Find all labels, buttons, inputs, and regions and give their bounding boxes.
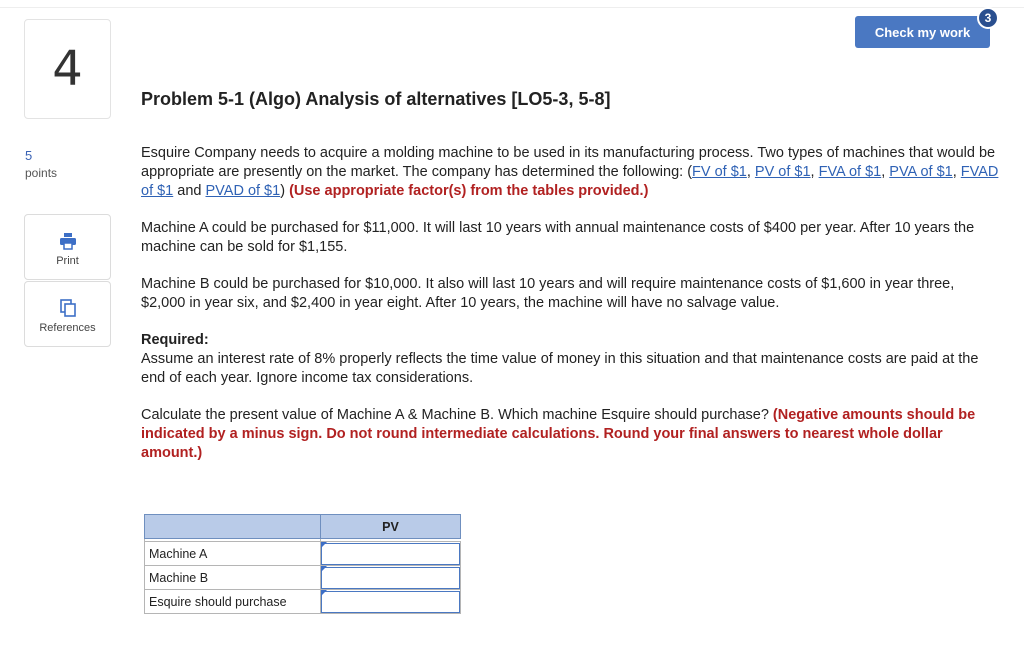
- print-label: Print: [56, 255, 79, 267]
- references-label: References: [39, 322, 96, 334]
- table-row: [145, 542, 461, 566]
- calc-paragraph: Calculate the present value of Machine A & Machine B. Which machine Esquire should purchase? (Negative amounts should be indicated by a minus sign. Do not round intermediate calculations. Round your final answers to nearest whole dollar amount.): [141, 407, 976, 461]
- input-flag-icon: [321, 566, 327, 572]
- input-flag-icon: [321, 542, 327, 548]
- input-flag-icon: [321, 590, 327, 596]
- references-button[interactable]: [24, 281, 111, 347]
- copy-pages-icon: [58, 298, 78, 318]
- top-divider: [0, 7, 1024, 8]
- check-count-badge: 3: [977, 7, 999, 29]
- problem-title: Problem 5-1 (Algo) Analysis of alternatives [LO5-3, 5-8]: [141, 89, 611, 109]
- table-row: [145, 590, 461, 614]
- instruction-note: (Use appropriate factor(s) from the tables provided.): [289, 183, 649, 199]
- machine-a-pv-input[interactable]: [321, 543, 460, 565]
- row-label-machine-b: Machine B: [145, 566, 321, 590]
- machine-a-paragraph: Machine A could be purchased for $11,000. It will last 10 years with annual maintenance costs of $400 per year. After 10 years the machine can be sold for $1,155.: [141, 220, 975, 255]
- rounding-instruction: (Negative amounts should be indicated by a minus sign. Do not round intermediate calculations. Round your final answers to nearest whole dollar amount.): [141, 407, 976, 461]
- answer-table: [144, 514, 461, 614]
- link-fv[interactable]: FV of $1: [692, 164, 747, 180]
- table-row: [145, 566, 461, 590]
- intro-paragraph: Esquire Company needs to acquire a molding machine to be used in its manufacturing process. Two types of machines that would be appropriate are presently on the market. The company has determined the following: (FV of $1, PV of $1, FVA of $1, PVA of $1, FVAD of $1 and PVAD of $1) (Use appropriate factor(s) from the tables provided.): [141, 145, 999, 199]
- row-label-machine-a: Machine A: [145, 542, 321, 566]
- link-pv[interactable]: PV of $1: [754, 164, 811, 180]
- table-header-pv: PV: [321, 515, 461, 539]
- points-label: points: [25, 166, 58, 180]
- question-number-box: [24, 19, 111, 119]
- question-number: 4: [52, 41, 83, 97]
- required-paragraph: Required: Assume an interest rate of 8% properly reflects the time value of money in this situation and that maintenance costs are paid at the end of each year. Ignore income tax considerations.: [141, 332, 979, 386]
- link-pva[interactable]: PVA of $1: [889, 164, 953, 180]
- row-label-purchase: Esquire should purchase: [145, 590, 321, 614]
- purchase-choice-input[interactable]: [321, 591, 460, 613]
- points-value: 5: [25, 148, 33, 163]
- link-fva[interactable]: FVA of $1: [818, 164, 882, 180]
- problem-body: [141, 144, 1001, 481]
- check-my-work-button[interactable]: Check my work: [855, 16, 990, 48]
- print-button[interactable]: [24, 214, 111, 280]
- machine-b-pv-input[interactable]: [321, 567, 460, 589]
- link-fvad[interactable]: FVAD of $1: [141, 164, 999, 199]
- link-pvad[interactable]: PVAD of $1: [205, 183, 281, 199]
- machine-b-paragraph: Machine B could be purchased for $10,000. It also will last 10 years and will require maintenance costs of $1,600 in year three, $2,000 in year six, and $2,400 in year eight. After 10 years, the machine will have no salvage value.: [141, 276, 955, 311]
- table-header-blank: [145, 515, 321, 539]
- printer-icon: [58, 231, 78, 251]
- required-label: Required:: [141, 332, 209, 348]
